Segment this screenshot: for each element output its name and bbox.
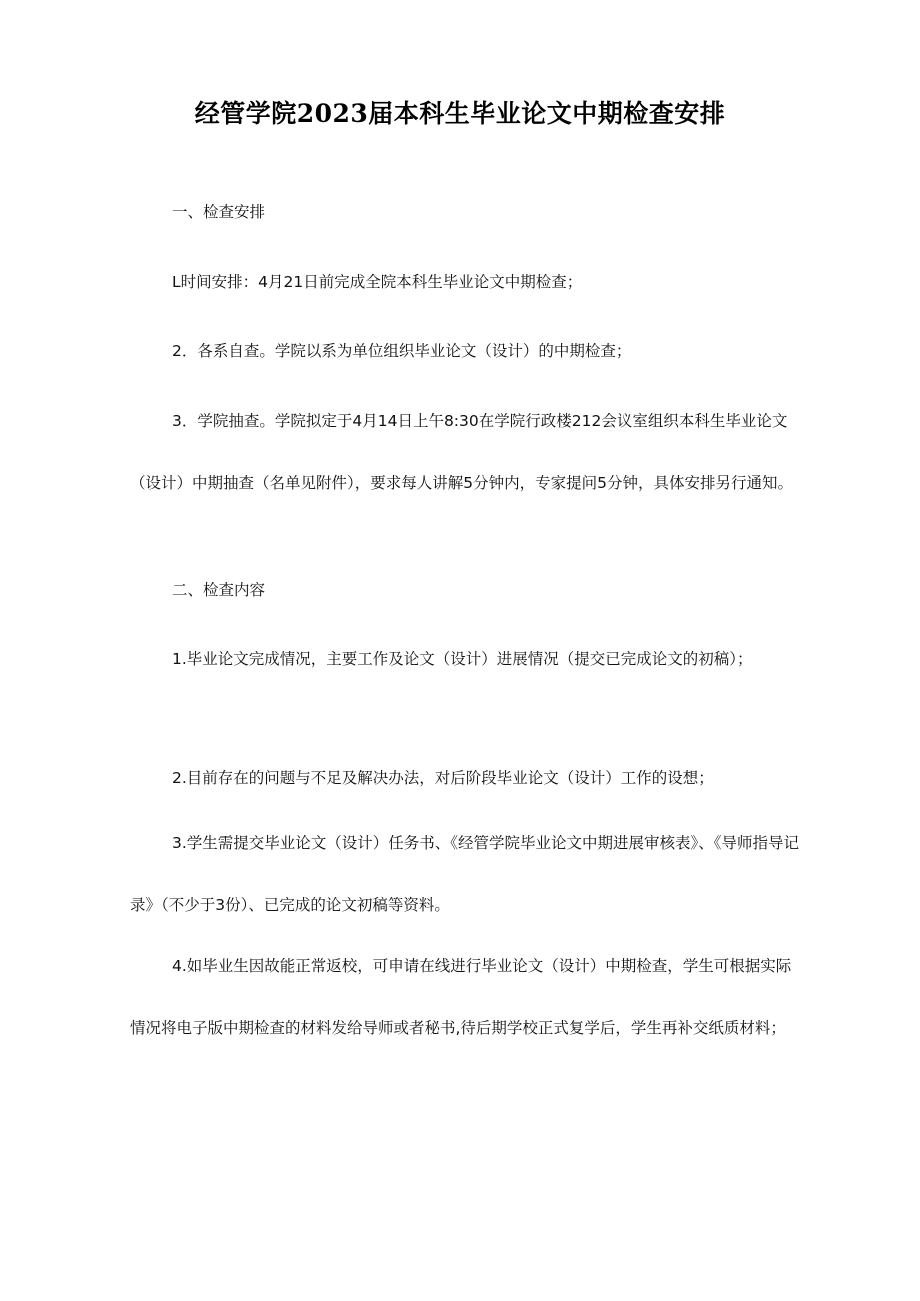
document-title: 经管学院2023届本科生毕业论文中期检查安排 <box>194 99 726 128</box>
section-heading-content: 二、检查内容 <box>172 581 266 599</box>
arrangement-item-1: L时间安排：4月21日前完成全院本科生毕业论文中期检查； <box>172 273 583 291</box>
arrangement-item-2: 2．各系自查。学院以系为单位组织毕业论文（设计）的中期检查； <box>172 342 632 360</box>
content-item-3: 3.学生需提交毕业论文（设计）任务书、《经管学院毕业论文中期进展审核表》、《导师指导记录》（不少于3份）、已完成的论文初稿等资料。 <box>130 834 800 914</box>
section-heading-arrangement: 一、检查安排 <box>172 203 266 221</box>
arrangement-item-3: 3．学院抽查。学院拟定于4月14日上午8:30在学院行政楼212会议室组织本科生毕业论文（设计）中期抽查（名单见附件），要求每人讲解5分钟内，专家提问5分钟，具体安排另行通知。 <box>130 412 793 492</box>
content-item-2: 2.目前存在的问题与不足及解决办法，对后阶段毕业论文（设计）工作的设想； <box>172 769 714 787</box>
content-item-1: 1.毕业论文完成情况，主要工作及论文（设计）进展情况（提交已完成论文的初稿）； <box>172 650 753 668</box>
content-item-4: 4.如毕业生因故能正常返校，可申请在线进行毕业论文（设计）中期检查，学生可根据实际情况将电子版中期检查的材料发给导师或者秘书,待后期学校正式复学后，学生再补交纸质材料； <box>130 957 792 1037</box>
